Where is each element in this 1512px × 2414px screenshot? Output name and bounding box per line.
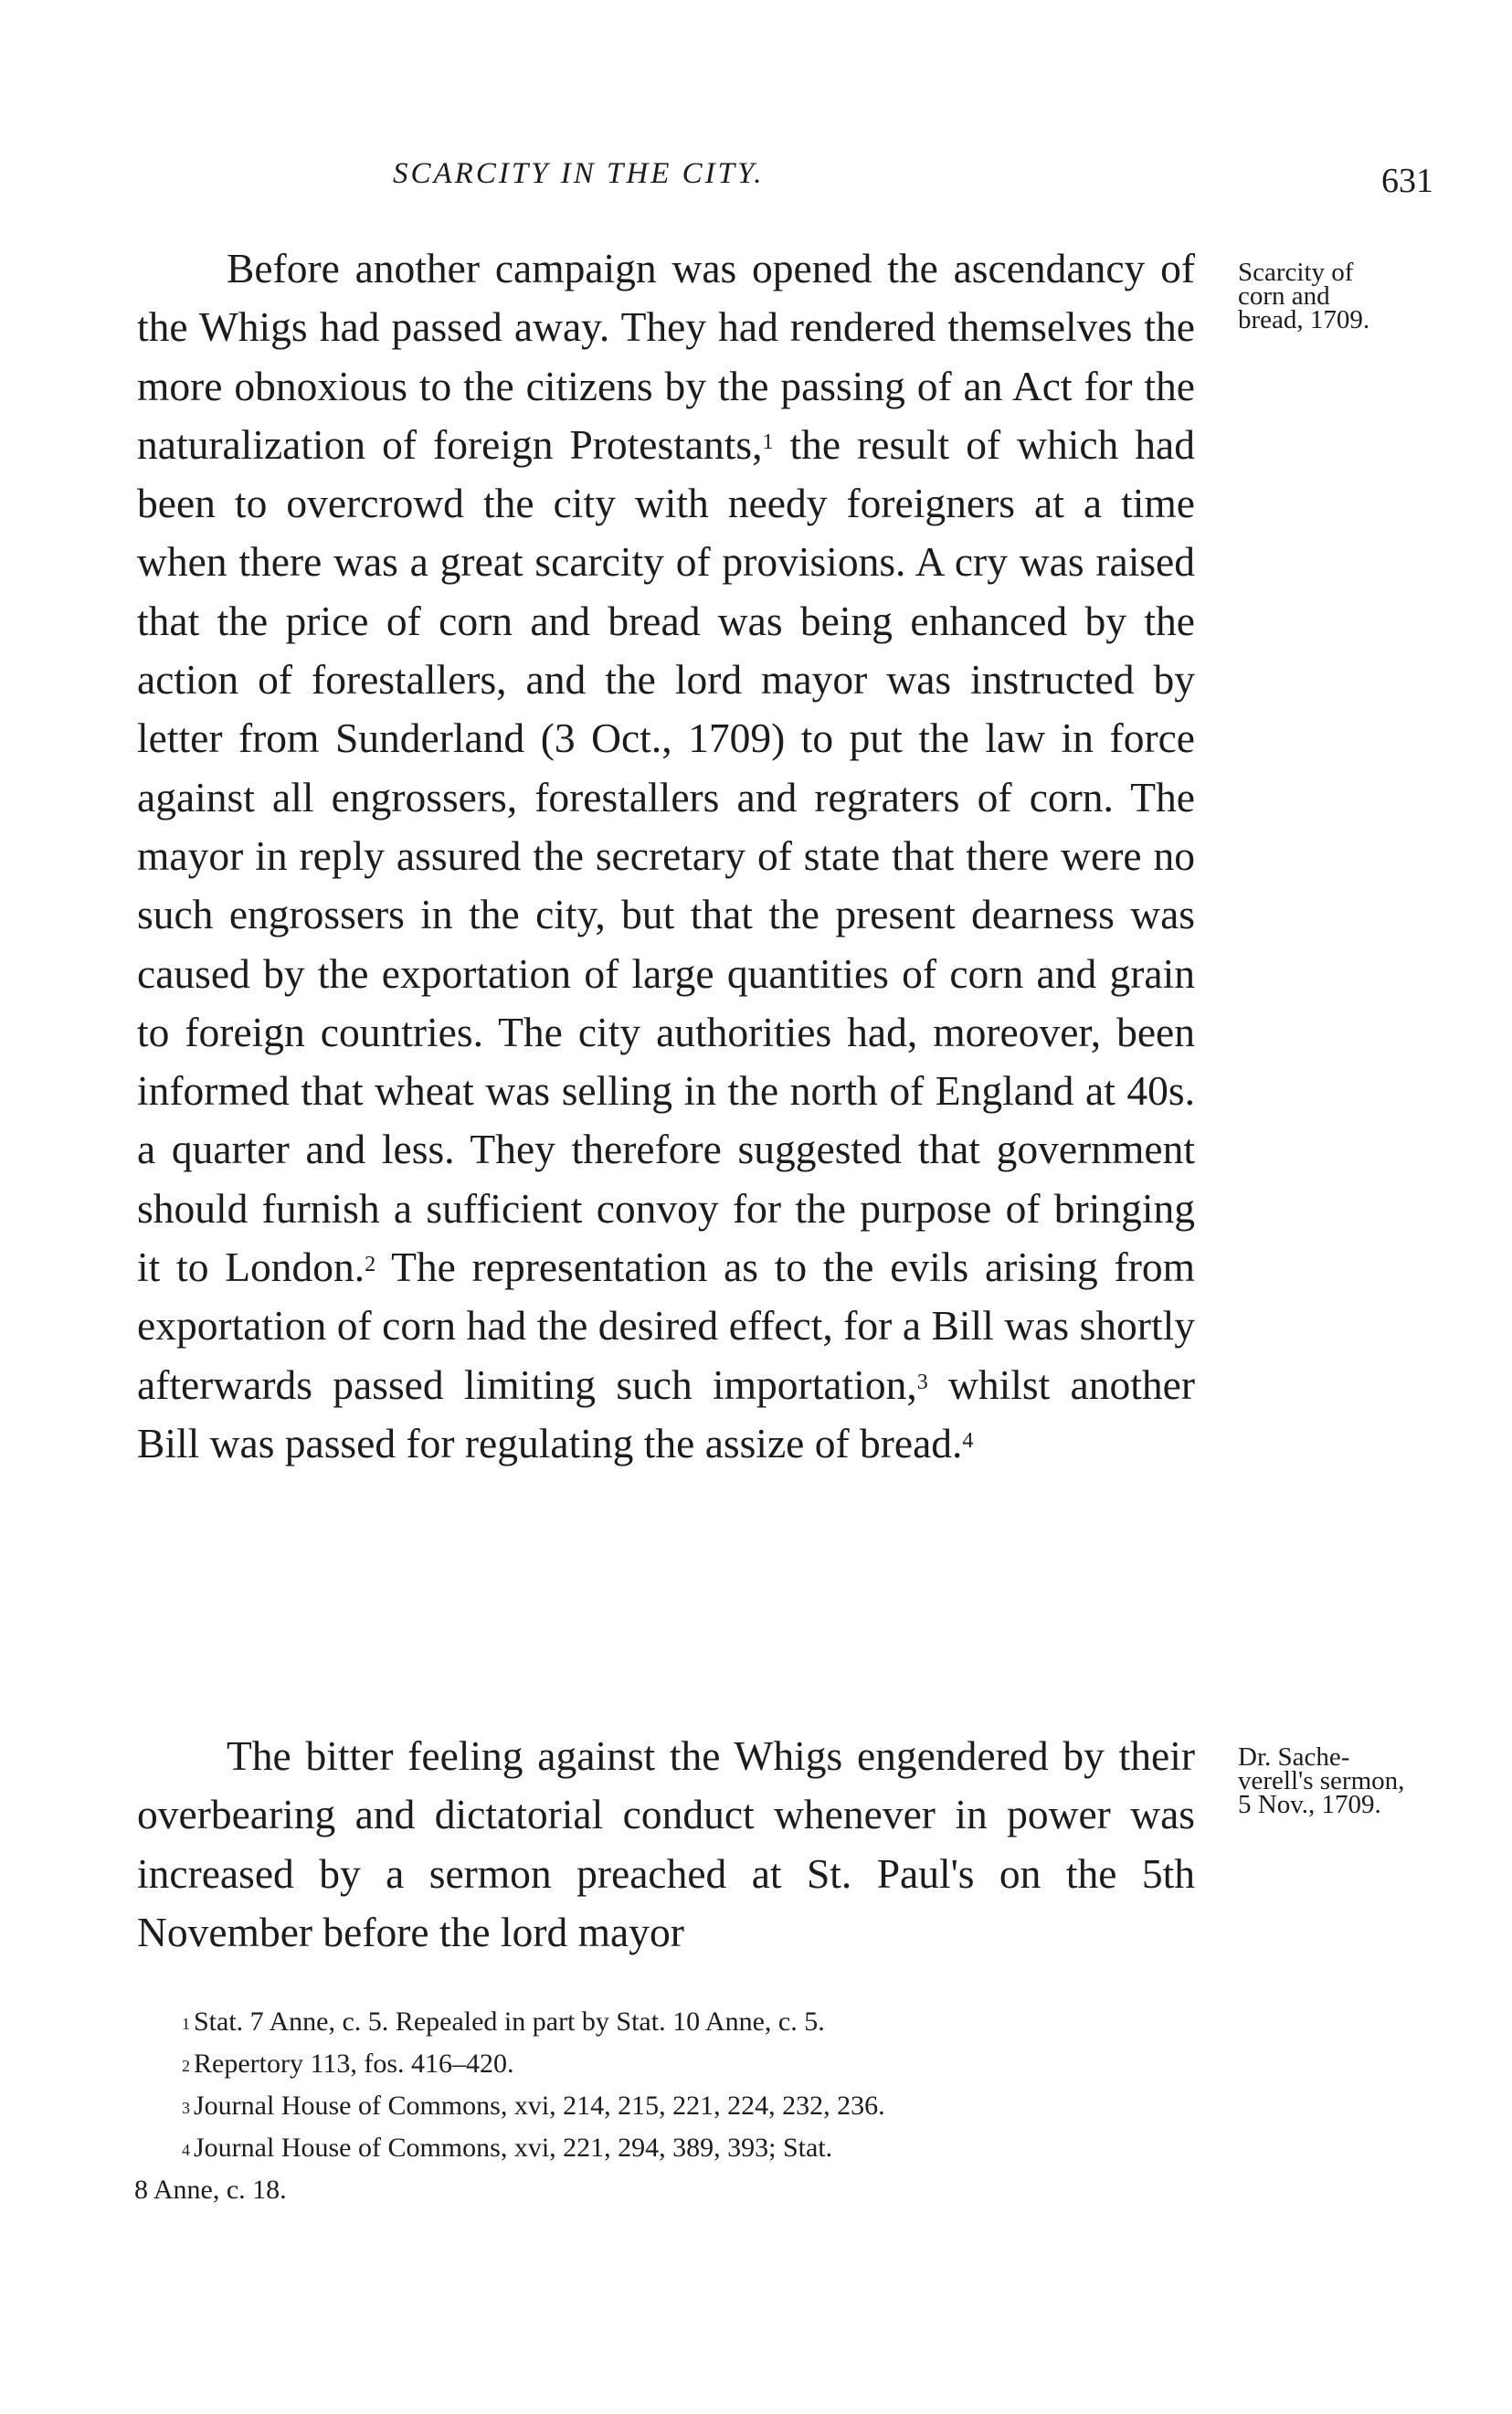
footnote-4	[134, 2127, 1194, 2169]
footnote-ref[interactable]: 3	[916, 1370, 928, 1394]
footnote-4-continuation: 8 Anne, c. 18.	[134, 2175, 287, 2205]
running-head: SCARCITY IN THE CITY.	[393, 157, 765, 190]
paragraph-text: whilst another Bill was passed for regulating the assize of bread.	[137, 1361, 1195, 1466]
footnote-mark: 1	[182, 2015, 190, 2033]
footnote-text: Journal House of Commons, xvi, 214, 215, 221, 224, 232, 236.	[194, 2091, 885, 2121]
footnote-mark: 2	[182, 2057, 190, 2075]
footnote-2	[134, 2043, 1194, 2085]
page-number: 631	[1381, 162, 1433, 200]
sidenote-line: bread, 1709.	[1238, 305, 1370, 334]
paragraph-text: The bitter feeling against the Whigs engendered by their overbearing and dictatorial conduct whenever in power was increased by a sermon preached at St. Paul's on the 5th November before the lord mayor	[137, 1732, 1195, 1955]
sidenote-line: corn and	[1238, 281, 1330, 311]
paragraph-text: Before another campaign was opened the ascendancy of the Whigs had passed away. They had rendered themselves the more obnoxious to the citizens by the passing of an Act for the naturalization of foreign Protestants,	[137, 245, 1195, 468]
footnote-mark: 4	[182, 2141, 190, 2159]
footnote-ref[interactable]: 1	[762, 429, 774, 454]
sidenote-line: 5 Nov., 1709.	[1238, 1790, 1381, 1819]
footnote-text: Repertory 113, fos. 416–420.	[194, 2049, 514, 2079]
footnote-ref[interactable]: 2	[365, 1253, 376, 1277]
footnote-1	[134, 2001, 1194, 2043]
sidenote-line: verell's sermon,	[1238, 1766, 1405, 1795]
sidenote-line: Scarcity of	[1238, 258, 1354, 287]
footnote-mark: 3	[182, 2099, 190, 2117]
footnote-ref[interactable]: 4	[962, 1428, 974, 1453]
footnote-text: Stat. 7 Anne, c. 5. Repealed in part by Stat. 10 Anne, c. 5.	[194, 2006, 825, 2037]
body-paragraph-1	[137, 239, 1195, 1473]
footnotes	[134, 2001, 1194, 2211]
footnote-text: Journal House of Commons, xvi, 221, 294, 389, 393; Stat.	[194, 2133, 833, 2163]
footnote-3	[134, 2085, 1194, 2127]
paragraph-text: The representation as to the evils arising from exportation of corn had the desired effect, for a Bill was shortly afterwards passed limiting such importation,	[137, 1244, 1196, 1408]
sidenote-scarcity	[1238, 260, 1421, 332]
paragraph-text: the result of which had been to overcrowd the city with needy foreigners at a time when there was a great scarcity of provisions. A cry was raised that the price of corn and bread was being enhanced by the action of forestallers, and the lord mayor was instructed by letter from Sunderland (3 Oct., 1709) to put the law in force against all engrossers, forestallers and regraters of corn. The mayor in reply assured the secretary of state that there were no such engrossers in the city, but that the present dearness was caused by the exportation of large quantities of corn and grain to foreign countries. The city authorities had, moreover, been informed that wheat was selling in the north of England at 40s. a quarter and less. They therefore suggested that government should furnish a sufficient convoy for the purpose of bringing it to London.	[137, 420, 1195, 1291]
body-paragraph-2	[137, 1727, 1195, 1962]
sidenote-sacheverell	[1238, 1742, 1421, 1819]
sidenote-line: Dr. Sache-	[1238, 1742, 1350, 1772]
